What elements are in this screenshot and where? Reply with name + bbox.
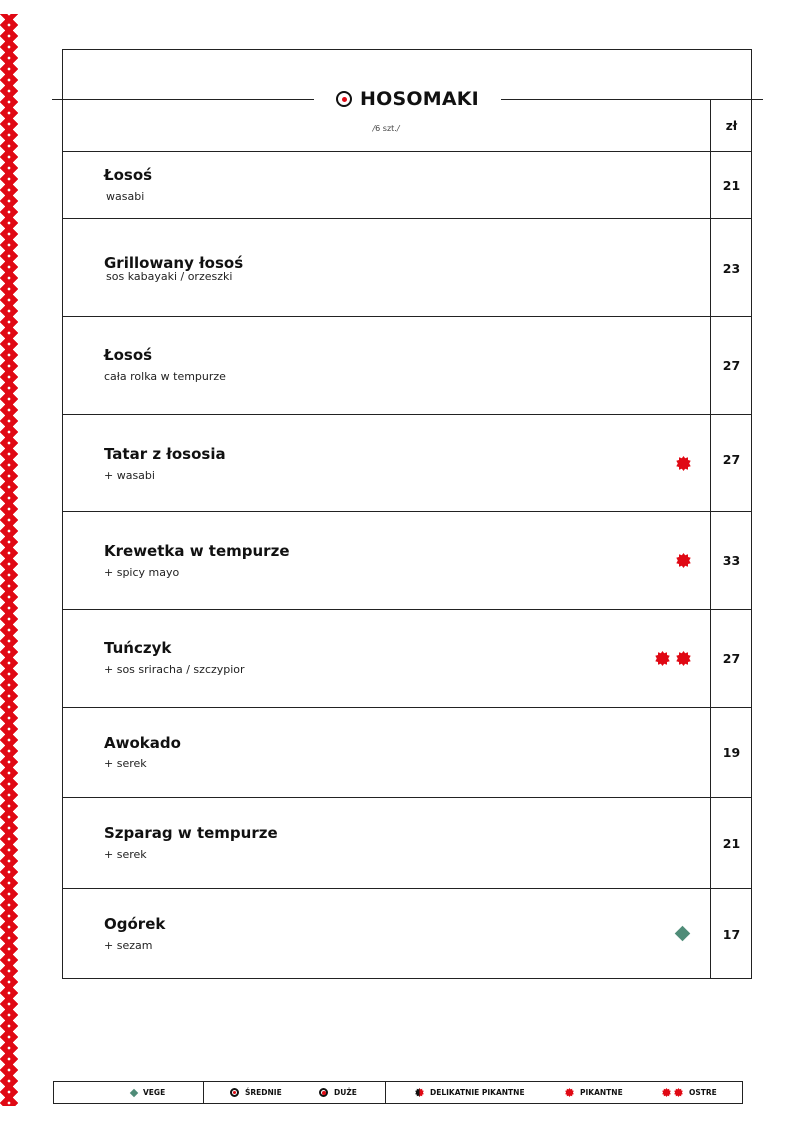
row-divider [62,414,752,415]
menu-item-price: 27 [722,452,741,467]
ostre-icon-left [662,1088,671,1097]
legend-srednie-label: ŚREDNIE [245,1088,282,1097]
piece-count: /6 szt./ [372,124,400,133]
duze-icon [319,1088,328,1097]
row-divider [62,511,752,512]
row-divider [62,609,752,610]
row-divider [62,151,752,152]
menu-item-price: 33 [722,553,741,568]
row-divider [62,218,752,219]
menu-item-description: + sos sriracha / szczypior [104,663,245,676]
legend-vege [131,1082,165,1103]
legend-vege-label: VEGE [143,1088,166,1097]
menu-item-price: 21 [722,836,741,851]
legend-pikantne-label: PIKANTNE [580,1088,623,1097]
legend-bar [53,1081,743,1104]
menu-item-name: Awokado [104,734,181,752]
legend-delikatnie-pikantne [415,1082,525,1103]
row-divider [62,707,752,708]
legend-divider [385,1082,386,1103]
row-divider [62,797,752,798]
menu-item-name: Tuńczyk [104,639,172,657]
legend-duze [319,1082,357,1103]
menu-item-price: 23 [722,261,741,276]
menu-item-description: + serek [104,757,147,770]
title-rule-left [52,99,314,100]
pikantne-icon [565,1088,574,1097]
menu-item-name: Grillowany łosoś [104,254,244,272]
sredni-roll-icon [336,91,352,107]
menu-item-name: Łosoś [104,166,153,184]
menu-item-description: + spicy mayo [104,566,180,579]
legend-srednie [230,1082,282,1103]
piece-count-text: 6 szt. [375,124,397,133]
menu-item-price: 19 [722,745,741,760]
legend-duze-label: DUŻE [334,1088,357,1097]
section-title-text: HOSOMAKI [360,88,479,110]
menu-item-price: 21 [722,178,741,193]
vege-icon [130,1088,138,1096]
section-title [314,84,501,114]
menu-item-description: wasabi [106,190,145,203]
legend-pikantne [565,1082,623,1103]
ostre-icon-right [674,1088,683,1097]
menu-item-name: Łosoś [104,346,153,364]
legend-divider [203,1082,204,1103]
menu-item-name: Tatar z łososia [104,445,226,463]
menu-item-price: 17 [722,927,741,942]
menu-item-description: + wasabi [104,469,155,482]
legend-ostre-label: OSTRE [689,1088,717,1097]
menu-item-name: Krewetka w tempurze [104,542,290,560]
menu-item-description: cała rolka w tempurze [104,370,226,383]
row-divider [62,888,752,889]
srednie-icon [230,1088,239,1097]
menu-item-description: + serek [104,848,147,861]
menu-item-description: + sezam [104,939,153,952]
menu-item-name: Szparag w tempurze [104,824,278,842]
title-rule-right [501,99,763,100]
decorative-diamond-border [0,14,18,1106]
menu-item-price: 27 [722,358,741,373]
menu-item-description: sos kabayaki / orzeszki [106,270,233,283]
delikatnie-pikantne-icon [415,1088,424,1097]
menu-item-price: 27 [722,651,741,666]
legend-delikatnie-pikantne-label: DELIKATNIE PIKANTNE [430,1088,525,1097]
legend-ostre [662,1082,717,1103]
row-divider [62,316,752,317]
currency-label: zł [725,119,738,133]
menu-item-name: Ogórek [104,915,166,933]
